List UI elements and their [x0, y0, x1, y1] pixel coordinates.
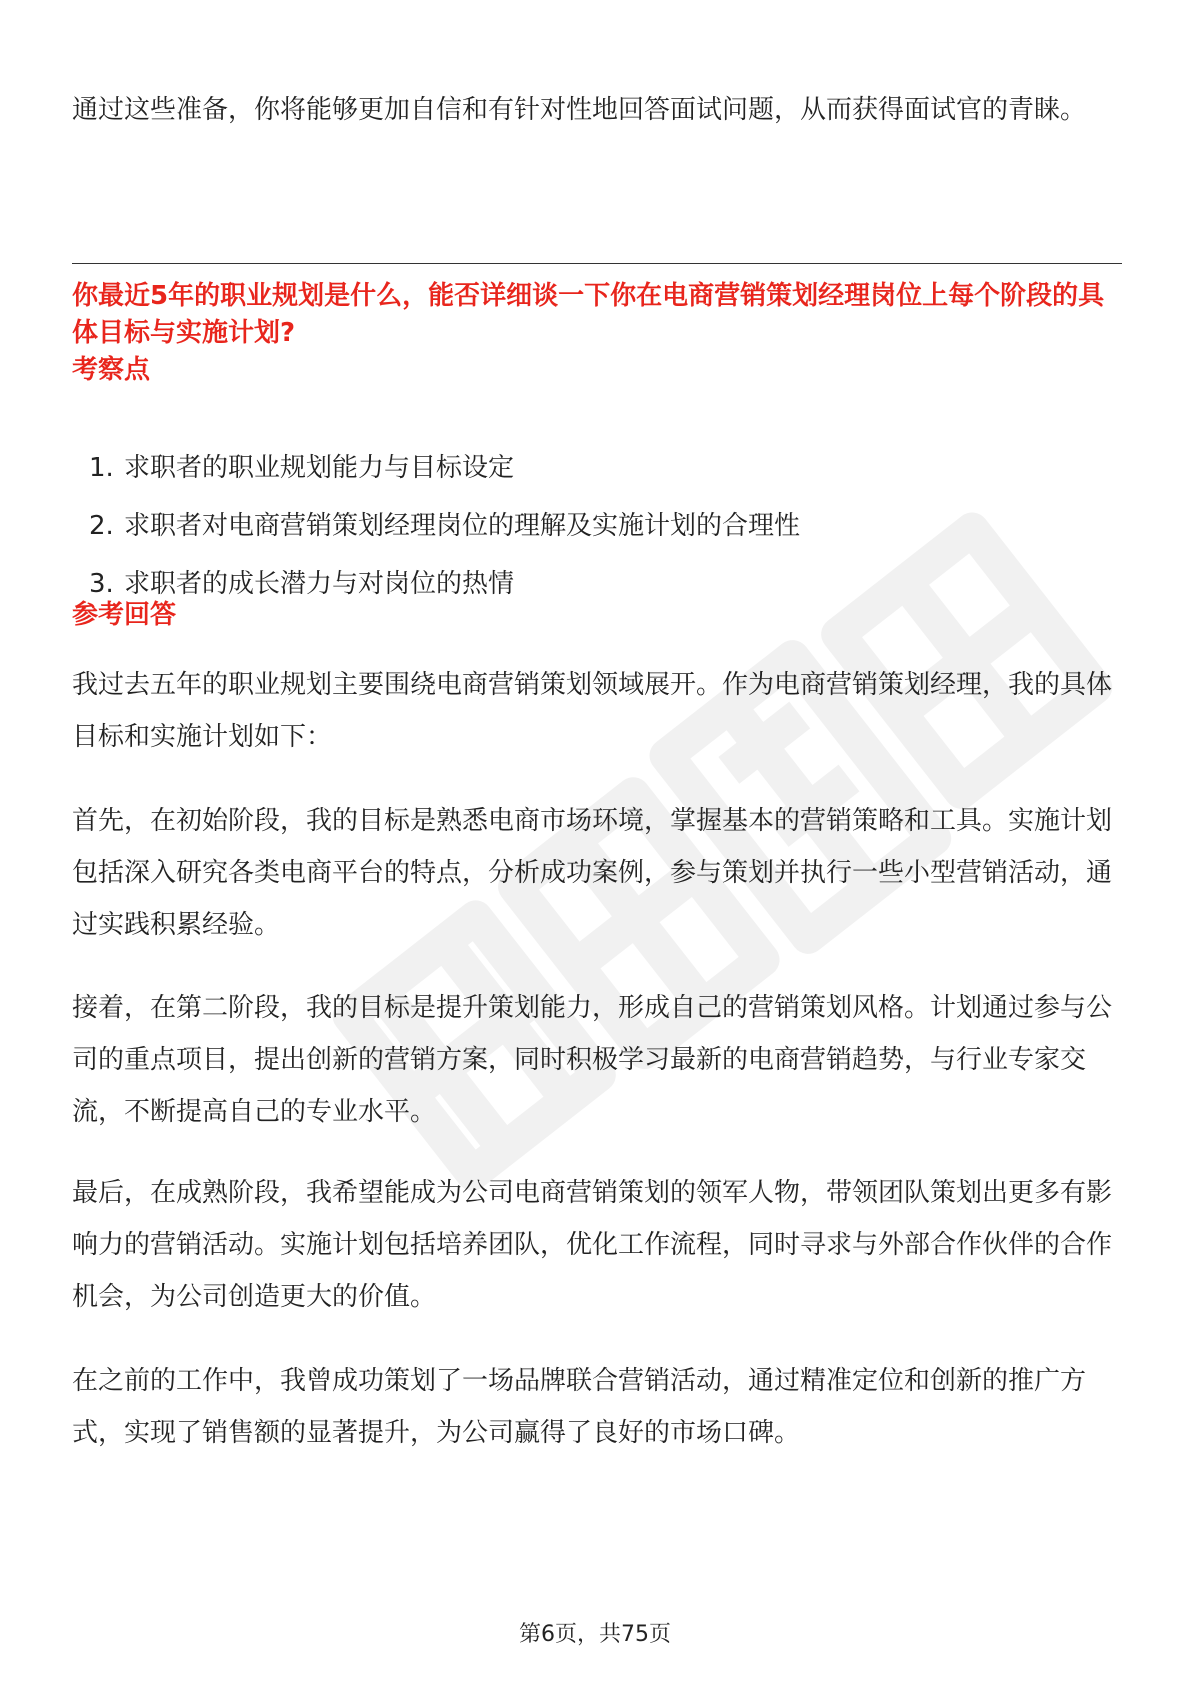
list-item-number: 1. [89, 453, 114, 483]
reference-answer-heading: 参考回答 [72, 600, 177, 630]
list-item [72, 450, 1122, 508]
answer-paragraph-1: 我过去五年的职业规划主要围绕电商营销策划领域展开。作为电商营销策划经理，我的具体目标和实施计划如下： [72, 670, 1113, 752]
list-item-text: 求职者对电商营销策划经理岗位的理解及实施计划的合理性 [124, 511, 801, 541]
answer-paragraph-5: 在之前的工作中，我曾成功策划了一场品牌联合营销活动，通过精准定位和创新的推广方式，实现了销售额的显著提升，为公司赢得了良好的市场口碑。 [72, 1366, 1087, 1448]
list-item-number: 3. [89, 569, 114, 599]
question-title: 你最近5年的职业规划是什么，能否详细谈一下你在电商营销策划经理岗位上每个阶段的具体目标与实施计划? [72, 281, 1105, 348]
section-divider [72, 263, 1122, 264]
page-number: 第6页，共75页 [519, 1622, 671, 1647]
exam-points-heading: 考察点 [72, 355, 151, 385]
intro-paragraph: 通过这些准备，你将能够更加自信和有针对性地回答面试问题，从而获得面试官的青睐。 [72, 95, 1087, 125]
answer-paragraph-3: 接着，在第二阶段，我的目标是提升策划能力，形成自己的营销策划风格。计划通过参与公司的重点项目，提出创新的营销方案，同时积极学习最新的电商营销趋势，与行业专家交流，不断提高自己的专业水平。 [72, 993, 1113, 1127]
list-item-number: 2. [89, 511, 114, 541]
answer-paragraph-2: 首先，在初始阶段，我的目标是熟悉电商市场环境，掌握基本的营销策略和工具。实施计划包括深入研究各类电商平台的特点，分析成功案例，参与策划并执行一些小型营销活动，通过实践积累经验。 [72, 806, 1113, 940]
list-item [72, 566, 1122, 624]
list-item-text: 求职者的成长潜力与对岗位的热情 [124, 569, 515, 599]
list-item [72, 508, 1122, 566]
exam-points-list [72, 450, 1122, 624]
answer-paragraph-4: 最后，在成熟阶段，我希望能成为公司电商营销策划的领军人物，带领团队策划出更多有影响力的营销活动。实施计划包括培养团队，优化工作流程，同时寻求与外部合作伙伴的合作机会，为公司创造更大的价值。 [72, 1178, 1113, 1312]
list-item-text: 求职者的职业规划能力与目标设定 [124, 453, 515, 483]
